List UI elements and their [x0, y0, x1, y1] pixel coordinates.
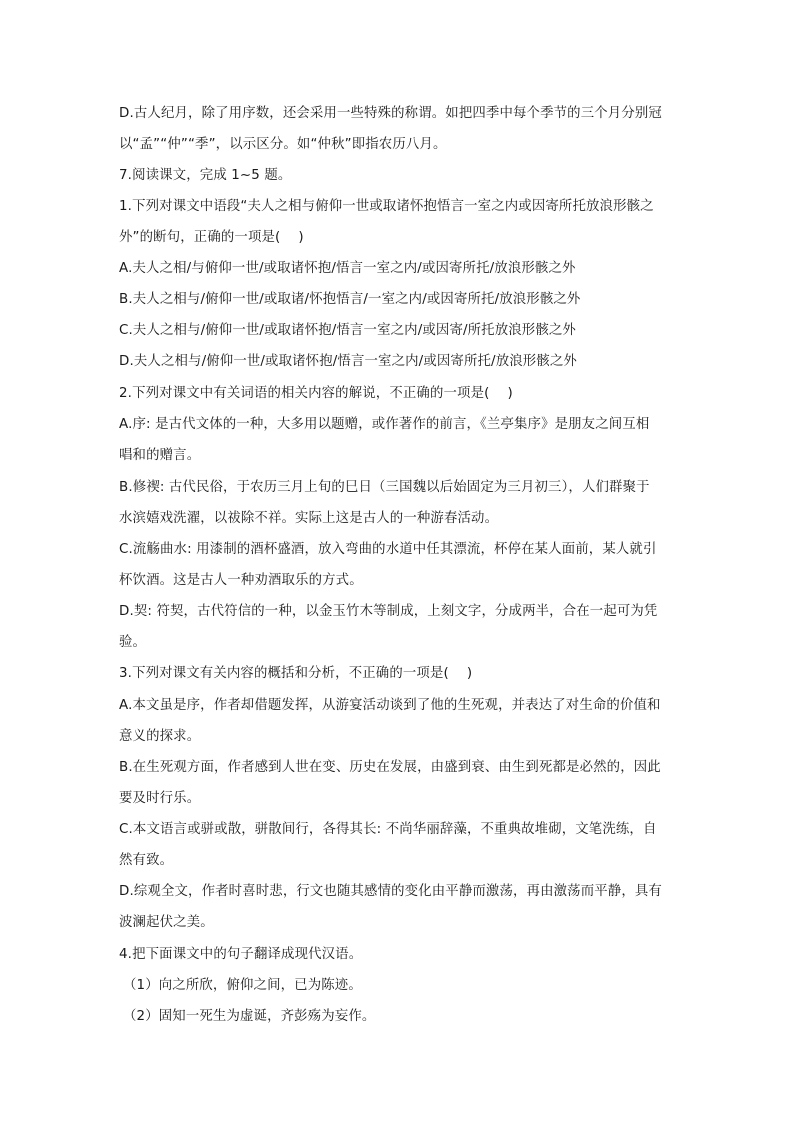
option-line: A.序: 是古代文体的一种，大多用以题赠，或作著作的前言，《兰亭集序》是朋友之间互相	[119, 417, 650, 432]
sub-question-line: （2）固知一死生为虚诞，齐彭殇为妄作。	[123, 1009, 376, 1024]
option-line: 波澜起伏之美。	[119, 915, 214, 930]
option-line: C.流觞曲水: 用漆制的酒杯盛酒，放入弯曲的水道中任其漂流，杯停在某人面前，某人就引	[119, 542, 657, 557]
option-line: A.本文虽是序，作者却借题发挥，从游宴活动谈到了他的生死观，并表达了对生命的价值和	[119, 698, 661, 713]
paragraph-line: D.古人纪月，除了用序数，还会采用一些特殊的称谓。如把四季中每个季节的三个月分别冠	[119, 106, 662, 121]
paragraph-line: 以“孟”“仲”“季”，以示区分。如“仲秋”即指农历八月。	[119, 137, 447, 152]
option-line: D.综观全文，作者时喜时悲，行文也随其感情的变化由平静而激荡，再由激荡而平静，具有	[119, 884, 662, 899]
option-line: D.契: 符契，古代符信的一种，以金玉竹木等制成，上刻文字，分成两半，合在一起可为凭	[119, 604, 658, 619]
option-line: 水滨嬉戏洗濯，以祓除不祥。实际上这是古人的一种游春活动。	[119, 511, 499, 526]
option-line: 杯饮酒。这是古人一种劝酒取乐的方式。	[119, 573, 363, 588]
option-line: 唱和的赠言。	[119, 448, 201, 463]
option-line: C.本文语言或骈或散，骈散间行，各得其长: 不尚华丽辞藻，不重典故堆砌，文笔洗练，自	[119, 822, 657, 837]
option-line: B.在生死观方面，作者感到人世在变、历史在发展，由盛到衰、由生到死都是必然的，因此	[119, 760, 661, 775]
sub-question-line: （1）向之所欣，俯仰之间，已为陈迹。	[123, 978, 362, 993]
paragraph-line: 7.阅读课文，完成 1~5 题。	[119, 168, 292, 183]
option-line: B.夫人之相与/俯仰一世/或取诸/怀抱悟言/一室之内/或因寄所托/放浪形骸之外	[119, 292, 581, 307]
option-line: 意义的探求。	[119, 729, 201, 744]
question-line: 1.下列对课文中语段“夫人之相与俯仰一世或取诸怀抱悟言一室之内或因寄所托放浪形骸之	[119, 199, 654, 214]
question-line: 4.把下面课文中的句子翻译成现代汉语。	[119, 947, 363, 962]
option-line: C.夫人之相与/俯仰一世/或取诸怀抱/悟言一室之内/或因寄/所托放浪形骸之外	[119, 323, 576, 338]
option-line: D.夫人之相与/俯仰一世/或取诸怀抱/悟言一室之内/或因寄所托/放浪形骸之外	[119, 354, 577, 369]
question-line: 3.下列对课文有关内容的概括和分析，不正确的一项是( )	[119, 666, 473, 681]
option-line: 然有致。	[119, 853, 174, 868]
option-line: 验。	[119, 635, 147, 650]
option-line: B.修禊: 古代民俗，于农历三月上旬的巳日（三国魏以后始固定为三月初三），人们群聚于	[119, 480, 650, 495]
question-line: 外”的断句，正确的一项是( )	[119, 230, 304, 245]
option-line: 要及时行乐。	[119, 791, 201, 806]
option-line: A.夫人之相/与俯仰一世/或取诸怀抱/悟言一室之内/或因寄所托/放浪形骸之外	[119, 261, 576, 276]
question-line: 2.下列对课文中有关词语的相关内容的解说，不正确的一项是( )	[119, 386, 513, 401]
